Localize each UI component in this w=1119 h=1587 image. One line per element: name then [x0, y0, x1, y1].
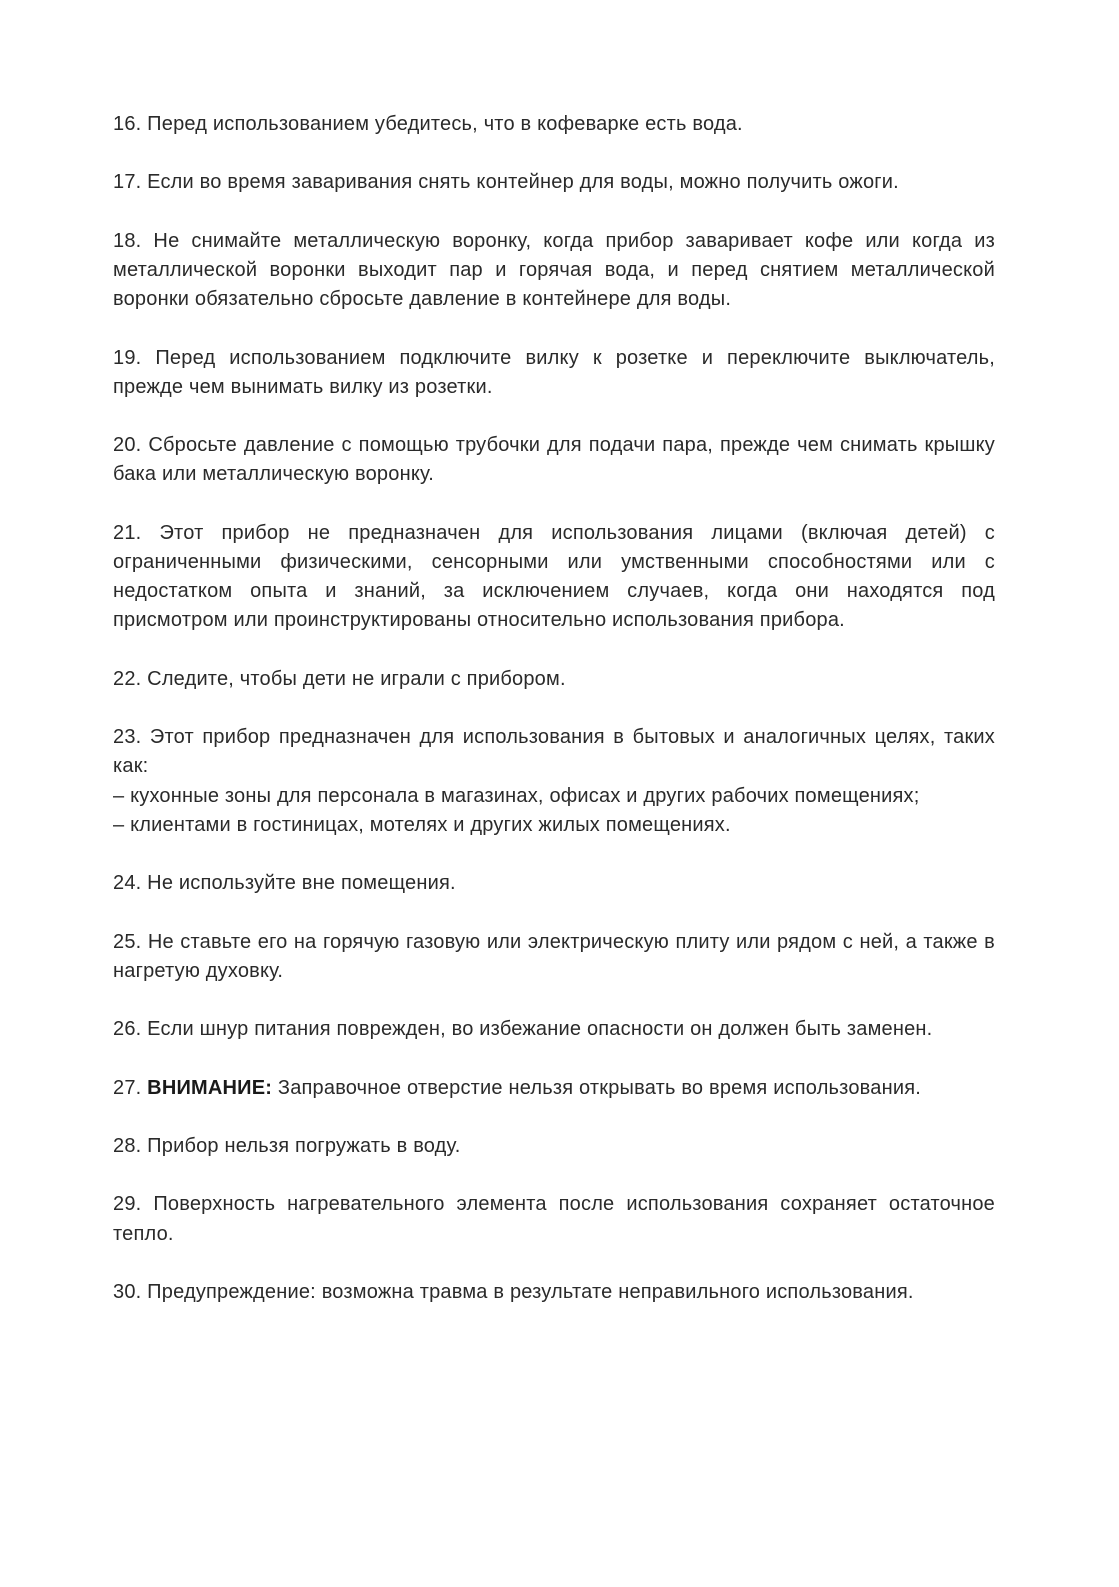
item-number: 28.	[113, 1134, 142, 1157]
item-text: Следите, чтобы дети не играли с прибором.	[147, 667, 566, 690]
item-text: Перед использованием подключите вилку к розетке и переключите выключатель, прежде чем вынимать вилку из розетки.	[113, 346, 995, 398]
list-item	[113, 1278, 995, 1307]
item-text: Не снимайте металлическую воронку, когда прибор заваривает кофе или когда из металлической воронки выходит пар и горячая вода, и перед снятием металлической воронки обязательно сбросьте давление в контейнере для воды.	[113, 229, 995, 311]
item-text: Сбросьте давление с помощью трубочки для подачи пара, прежде чем снимать крышку бака или металлическую воронку.	[113, 434, 995, 486]
item-number: 17.	[113, 171, 142, 194]
item-text: Предупреждение: возможна травма в результате неправильного использования.	[147, 1280, 914, 1303]
list-item	[113, 1074, 995, 1103]
sub-list-item: – клиентами в гостиницах, мотелях и других жилых помещениях.	[113, 813, 731, 836]
list-item	[113, 928, 995, 986]
list-item	[113, 723, 995, 840]
item-number: 26.	[113, 1018, 142, 1041]
item-text: Если во время заваривания снять контейнер для воды, можно получить ожоги.	[147, 171, 899, 194]
item-text: Перед использованием убедитесь, что в кофеварке есть вода.	[147, 113, 743, 135]
list-item	[113, 1190, 995, 1248]
list-item	[113, 110, 995, 139]
item-text: Если шнур питания поврежден, во избежание опасности он должен быть заменен.	[147, 1018, 933, 1041]
list-item	[113, 227, 995, 315]
item-number: 16.	[113, 113, 142, 135]
list-item	[113, 1015, 995, 1044]
item-text: Этот прибор не предназначен для использования лицами (включая детей) с ограниченными физическими, сенсорными или умственными способностями или с недостатком опыта и знаний, за исключением случаев, когда они находятся под присмотром или проинструктированы относительно использования прибора.	[113, 521, 995, 632]
item-text: Не используйте вне помещения.	[147, 872, 456, 895]
item-number: 25.	[113, 930, 142, 953]
item-text: Поверхность нагревательного элемента после использования сохраняет остаточное тепло.	[113, 1193, 995, 1245]
item-number: 22.	[113, 667, 142, 690]
item-number: 19.	[113, 346, 142, 369]
list-item	[113, 344, 995, 402]
item-number: 23.	[113, 726, 142, 749]
list-item	[113, 431, 995, 489]
item-number: 30.	[113, 1280, 142, 1303]
list-item	[113, 1132, 995, 1161]
item-number: 29.	[113, 1193, 142, 1216]
item-intro-line	[113, 723, 995, 781]
item-number: 24.	[113, 872, 142, 895]
sub-list-item: – кухонные зоны для персонала в магазинах, офисах и других рабочих помещениях;	[113, 784, 920, 807]
item-number: 21.	[113, 521, 142, 544]
item-number: 20.	[113, 434, 142, 457]
item-number: 18.	[113, 229, 142, 252]
item-number: 27.	[113, 1076, 142, 1099]
warning-label: ВНИМАНИЕ:	[147, 1076, 273, 1099]
list-item	[113, 869, 995, 898]
item-text: Заправочное отверстие нельзя открывать во время использования.	[277, 1076, 921, 1099]
list-item	[113, 665, 995, 694]
safety-instructions-list	[113, 110, 995, 1307]
list-item	[113, 168, 995, 197]
list-item	[113, 519, 995, 636]
item-text: Не ставьте его на горячую газовую или электрическую плиту или рядом с ней, а также в нагретую духовку.	[113, 930, 995, 982]
item-text: Прибор нельзя погружать в воду.	[147, 1134, 461, 1157]
item-text: Этот прибор предназначен для использования в бытовых и аналогичных целях, таких как:	[113, 726, 995, 778]
